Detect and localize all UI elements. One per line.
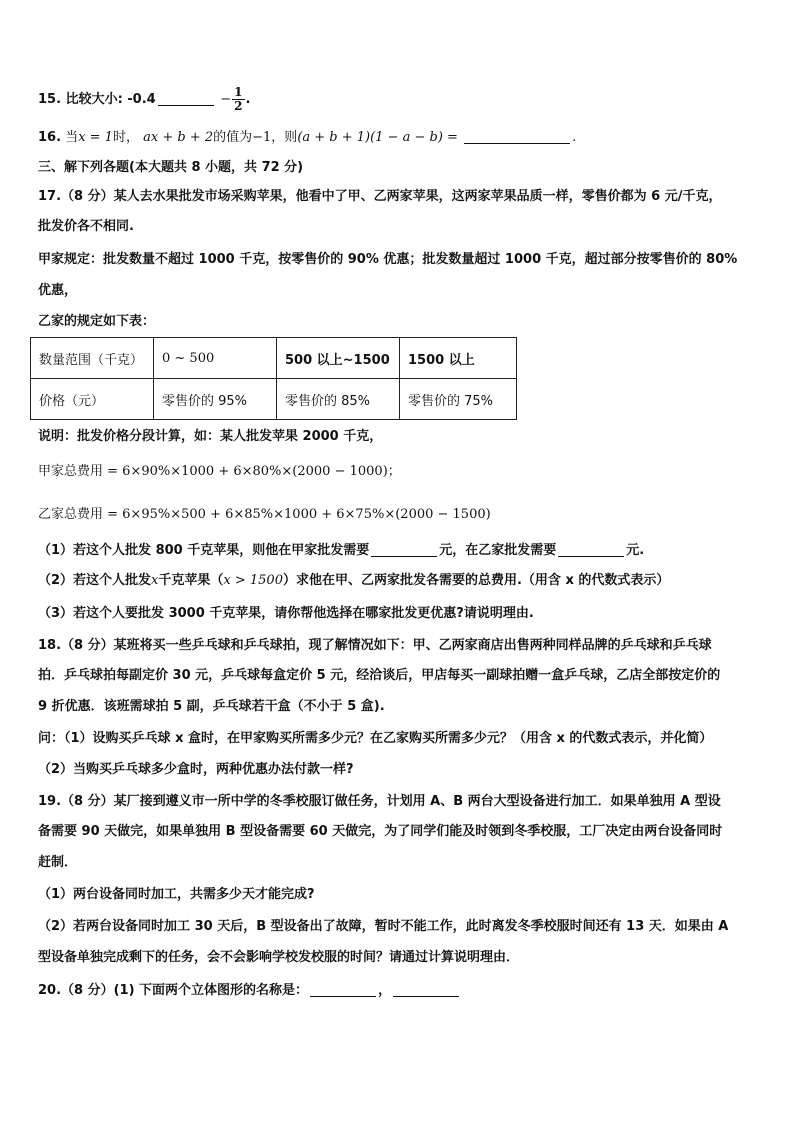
q17-jia-rule-2: 优惠， bbox=[38, 283, 78, 298]
q19-line-4: （1）两台设备同时加工，共需多少天才能完成? bbox=[38, 887, 315, 902]
table-cell: 零售价的 95% bbox=[154, 379, 277, 420]
table-cell: 价格（元） bbox=[31, 379, 154, 420]
q17-note: 说明：批发价格分段计算，如：某人批发苹果 2000 千克， bbox=[38, 429, 383, 444]
q15-frac-num: 1 bbox=[234, 85, 243, 99]
q16-target: (a + b + 1)(1 − a − b) = bbox=[297, 130, 458, 145]
table-cell: 数量范围（千克） bbox=[31, 338, 154, 379]
q17-p2-text3: ）求他在甲、乙两家批发各需要的总费用.（用含 x 的代数式表示） bbox=[282, 573, 670, 588]
q16-end: . bbox=[572, 130, 577, 145]
q17-part-1 bbox=[38, 541, 756, 561]
q16-num: 16. bbox=[38, 130, 62, 145]
q16-cond: x = 1 bbox=[78, 130, 113, 145]
q15-answer-blank[interactable] bbox=[158, 91, 214, 106]
q17-p1-end: 元. bbox=[626, 543, 645, 558]
q16-mid1: 时， bbox=[112, 130, 139, 145]
q17-p1-blank-yi[interactable] bbox=[558, 542, 624, 557]
q17-yi-intro: 乙家的规定如下表： bbox=[38, 314, 156, 329]
q17-p1-text2: 元，在乙家批发需要 bbox=[439, 543, 557, 558]
q17-p2-x: x bbox=[151, 573, 159, 588]
q17-part-2 bbox=[38, 571, 756, 591]
q16-value: −1 bbox=[252, 130, 272, 145]
table-cell: 0 ~ 500 bbox=[154, 338, 277, 379]
q15-prompt: 比较大小: -0.4 bbox=[65, 92, 156, 107]
q18-line-2: 拍．乒乓球拍每副定价 30 元，乒乓球每盒定价 5 元，经洽谈后，甲店每买一副球拍赠一盒乒乓球，乙店全部按定价的 bbox=[38, 668, 721, 683]
question-15 bbox=[38, 86, 756, 113]
q15-end: . bbox=[245, 92, 251, 107]
q17-p2-text2: 千克苹果（ bbox=[158, 573, 224, 588]
q20-sep: ， bbox=[378, 983, 392, 998]
q17-jia-rule-1: 甲家规定：批发数量不超过 1000 千克，按零售价的 90% 优惠；批发数量超过 1000 千克，超过部分按零售价的 80% bbox=[38, 252, 738, 267]
q16-mid3: ，则 bbox=[271, 130, 298, 145]
q17-yi-total: 乙家总费用 = 6×95%×500 + 6×85%×1000 + 6×75%×(2000 − 1500) bbox=[38, 507, 491, 522]
q17-p2-text: （2）若这个人批发 bbox=[38, 573, 152, 588]
q15-text: 15. bbox=[38, 92, 62, 107]
q19-line-6: 型设备单独完成剩下的任务，会不会影响学校发校服的时间？请通过计算说明理由． bbox=[38, 950, 520, 965]
yi-price-table bbox=[30, 337, 517, 420]
q16-pre: 当 bbox=[65, 130, 79, 145]
q17-head2: 批发价各不相同. bbox=[38, 219, 134, 234]
section-3-heading: 三、解下列各题(本大题共 8 小题，共 72 分) bbox=[38, 160, 304, 175]
q17-part-3: （3）若这个人要批发 3000 千克苹果，请你帮他选择在哪家批发更优惠?请说明理由. bbox=[38, 606, 534, 621]
q20-blank-2[interactable] bbox=[393, 982, 459, 997]
table-cell: 1500 以上 bbox=[400, 338, 517, 379]
q17-p2-cond: x > 1500 bbox=[223, 573, 283, 588]
q19-line-5: （2）若两台设备同时加工 30 天后，B 型设备出了故障，暂时不能工作，此时离发冬季校服时间还有 13 天．如果由 A bbox=[38, 919, 729, 934]
q18-line-4: 问：（1）设购买乒乓球 x 盒时，在甲家购买所需多少元？在乙家购买所需多少元？（用含 x 的代数式表示，并化简） bbox=[38, 731, 713, 746]
question-16 bbox=[38, 128, 756, 148]
q16-expr: ax + b + 2 bbox=[143, 130, 214, 145]
q17-p1-blank-jia[interactable] bbox=[371, 542, 437, 557]
q15-frac-den: 2 bbox=[234, 99, 243, 113]
q20-blank-1[interactable] bbox=[310, 982, 376, 997]
q18-line-5: （2）当购买乒乓球多少盒时，两种优惠办法付款一样? bbox=[38, 762, 354, 777]
question-20 bbox=[38, 981, 756, 1001]
q18-line-3: 9 折优惠．该班需球拍 5 副，乒乓球若干盒（不小于 5 盒). bbox=[38, 699, 385, 714]
table-cell: 零售价的 85% bbox=[277, 379, 400, 420]
q20-text: 20.（8 分）(1) 下面两个立体图形的名称是： bbox=[38, 983, 309, 998]
q19-line-1: 19.（8 分）某厂接到遵义市一所中学的冬季校服订做任务，计划用 A、B 两台大型设备进行加工．如果单独用 A 型设 bbox=[38, 794, 721, 809]
q17-p1-text: （1）若这个人批发 800 千克苹果，则他在甲家批发需要 bbox=[38, 543, 370, 558]
q19-line-2: 备需要 90 天做完，如果单独用 B 型设备需要 60 天做完，为了同学们能及时领到冬季校服，工厂决定由两台设备同时 bbox=[38, 824, 723, 839]
q18-line-1: 18.（8 分）某班将买一些乒乓球和乒乓球拍，现了解情况如下：甲、乙两家商店出售两种同样品牌的乒乓球和乒乓球 bbox=[38, 638, 712, 653]
q15-neg: − bbox=[220, 92, 232, 107]
q15-fraction bbox=[232, 86, 244, 113]
table-row bbox=[31, 338, 517, 379]
q16-mid2: 的值为 bbox=[213, 130, 253, 145]
q19-line-3: 赶制． bbox=[38, 855, 78, 870]
table-cell: 零售价的 75% bbox=[400, 379, 517, 420]
q17-jia-total: 甲家总费用 = 6×90%×1000 + 6×80%×(2000 − 1000)； bbox=[38, 464, 401, 479]
table-row bbox=[31, 379, 517, 420]
q16-answer-blank[interactable] bbox=[464, 129, 570, 144]
q17-head: 17.（8 分）某人去水果批发市场采购苹果，他看中了甲、乙两家苹果，这两家苹果品质一样，零售价都为 6 元/千克， bbox=[38, 189, 722, 204]
table-cell: 500 以上~1500 bbox=[277, 338, 400, 379]
